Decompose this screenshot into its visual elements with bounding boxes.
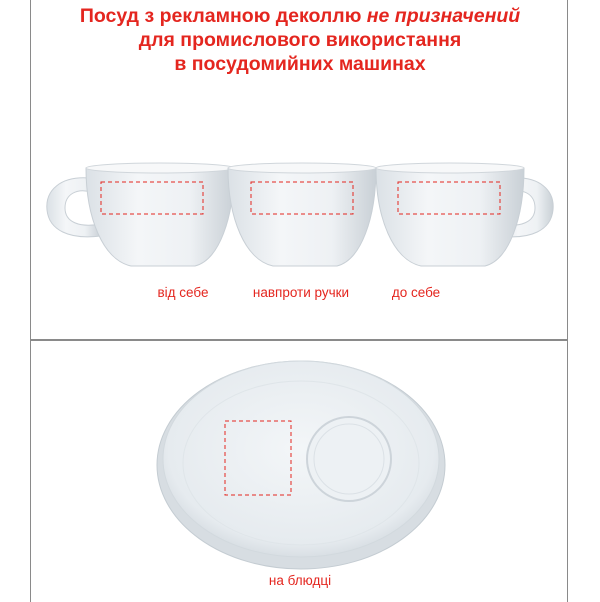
- warning-line-2: для промислового використання: [138, 29, 462, 51]
- cups-illustration: [31, 148, 569, 278]
- cup-front-view: [228, 163, 376, 266]
- warning-line-1: [31, 4, 569, 28]
- caption-on-saucer: на блюдці: [268, 573, 332, 588]
- caption-away-from-self: від себе: [157, 285, 209, 300]
- caption-toward-self: до себе: [391, 285, 441, 300]
- caption-opposite-handle: навпроти ручки: [252, 285, 350, 300]
- saucer-cup-well: [307, 417, 391, 501]
- saucer-surface: [163, 361, 439, 557]
- warning-line-1-italic: не призначений: [366, 5, 521, 27]
- saucer-illustration: [31, 341, 569, 571]
- warning-line-3: в посудомийних машинах: [174, 53, 426, 75]
- saucer-panel: [30, 340, 568, 602]
- warning-line-1-regular: Посуд з рекламною деколлю: [79, 5, 367, 27]
- cup-handle-left-view: [47, 163, 234, 266]
- cup-handle-right-view: [376, 163, 553, 266]
- cup-panel: [30, 0, 568, 340]
